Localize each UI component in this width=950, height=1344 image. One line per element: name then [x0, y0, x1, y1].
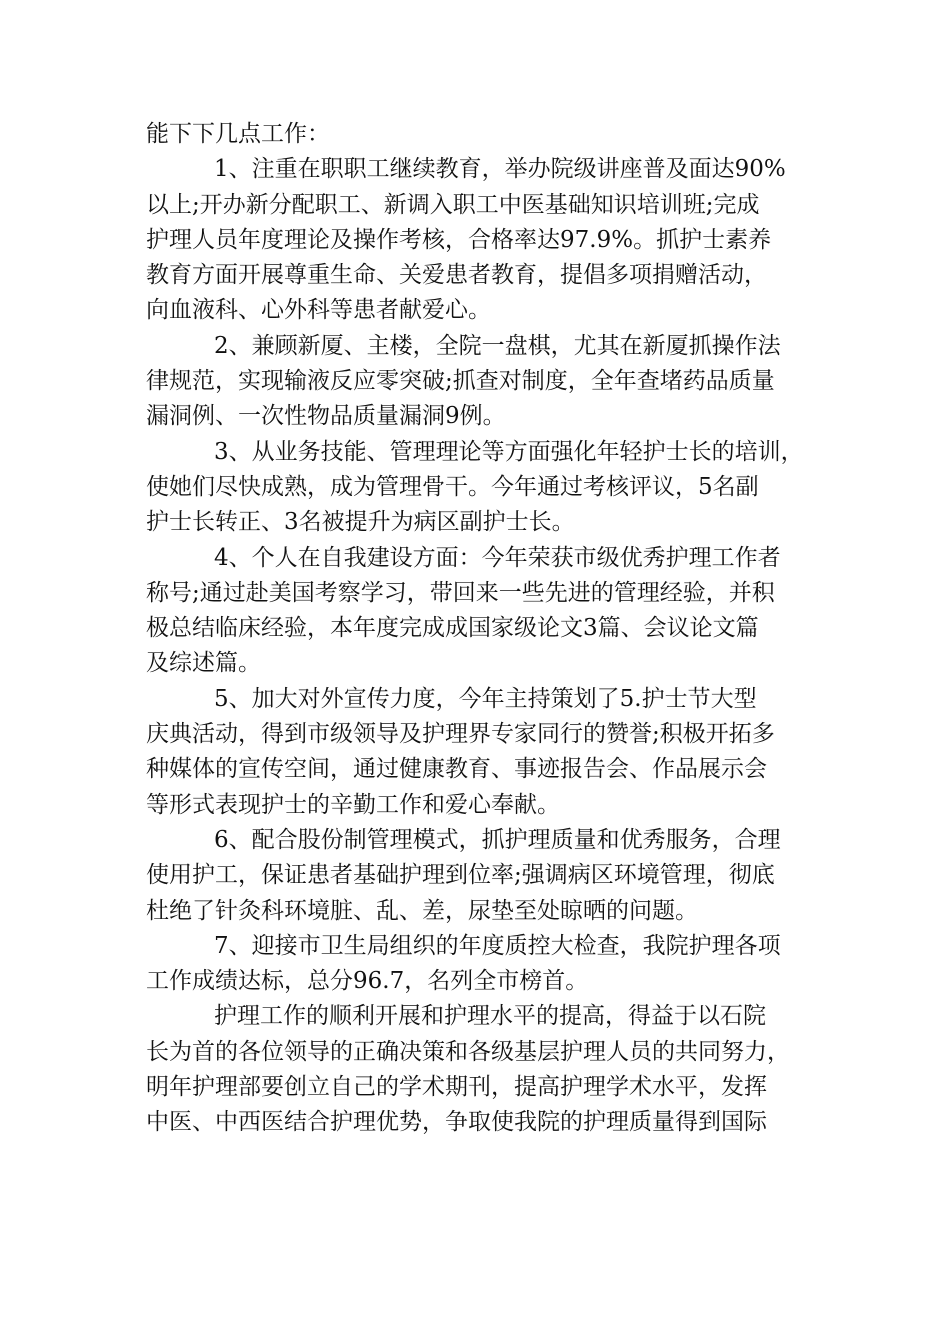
text-line: 极总结临床经验，本年度完成成国家级论文3篇、会议论文篇 [146, 615, 759, 642]
text-line: 庆典活动，得到市级领导及护理界专家同行的赞誉;积极开拓多 [146, 721, 775, 748]
text-line: 工作成绩达标，总分96.7，名列全市榜首。 [146, 968, 589, 995]
text-line: 明年护理部要创立自己的学术期刊，提高护理学术水平，发挥 [146, 1074, 767, 1101]
text-line: 以上;开办新分配职工、新调入职工中医基础知识培训班;完成 [146, 191, 760, 218]
text-line: 及综述篇。 [146, 650, 261, 677]
paragraph-first-line: 2、兼顾新厦、主楼，全院一盘棋，尤其在新厦抓操作法 [214, 332, 781, 359]
document-body [146, 117, 816, 1141]
paragraph-first-line: 1、注重在职职工继续教育，举办院级讲座普及面达90% [214, 156, 786, 183]
text-line: 等形式表现护士的辛勤工作和爱心奉献。 [146, 791, 560, 818]
text-line: 能下下几点工作： [146, 121, 330, 147]
text-line: 种媒体的宣传空间，通过健康教育、事迹报告会、作品展示会 [146, 756, 767, 783]
text-line: 使用护工，保证患者基础护理到位率;强调病区环境管理，彻底 [146, 862, 775, 889]
paragraph-first-line: 6、配合股份制管理模式，抓护理质量和优秀服务，合理 [214, 826, 781, 853]
text-line: 中医、中西医结合护理优势，争取使我院的护理质量得到国际 [146, 1109, 767, 1136]
text-line: 律规范，实现输液反应零突破;抓查对制度，全年查堵药品质量 [146, 368, 775, 395]
text-line: 称号;通过赴美国考察学习，带回来一些先进的管理经验，并积 [146, 579, 775, 606]
text-line: 护理人员年度理论及操作考核，合格率达97.9%。抓护士素养 [146, 226, 772, 253]
paragraph-first-line: 7、迎接市卫生局组织的年度质控大检查，我院护理各项 [214, 932, 781, 959]
text-line: 护士长转正、3名被提升为病区副护士长。 [146, 509, 575, 536]
text-line: 杜绝了针灸科环境脏、乱、差，尿垫至处晾晒的问题。 [146, 897, 698, 924]
text-line: 教育方面开展尊重生命、关爱患者教育，提倡多项捐赠活动， [146, 262, 767, 289]
text-line: 使她们尽快成熟，成为管理骨干。今年通过考核评议，5名副 [146, 473, 759, 500]
text-line: 长为首的各位领导的正确决策和各级基层护理人员的共同努力， [146, 1038, 790, 1065]
paragraph-first-line: 5、加大对外宣传力度，今年主持策划了5.护士节大型 [214, 685, 757, 712]
paragraph-first-line: 4、个人在自我建设方面：今年荣获市级优秀护理工作者 [214, 544, 781, 571]
paragraph-first-line: 3、从业务技能、管理理论等方面强化年轻护士长的培训， [214, 438, 804, 465]
text-line: 向血液科、心外科等患者献爱心。 [146, 297, 491, 324]
text-line: 漏洞例、一次性物品质量漏洞9例。 [146, 403, 506, 430]
paragraph-first-line: 护理工作的顺利开展和护理水平的提高，得益于以石院 [214, 1003, 766, 1030]
